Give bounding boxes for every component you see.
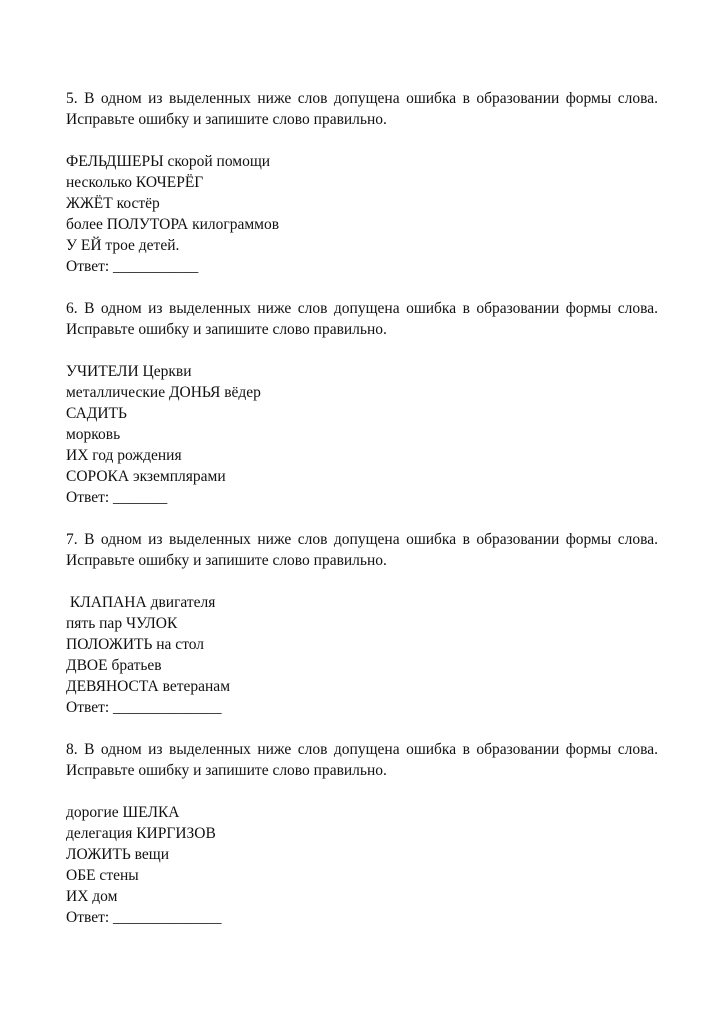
word-item: ДЕВЯНОСТА ветеранам (66, 678, 230, 695)
task-question: 5. В одном из выделенных ниже слов допущена ошибка в образовании формы слова. Исправьте ошибку и запишите слово правильно. (66, 90, 658, 128)
word-item: дорогие ШЕЛКА (66, 804, 180, 821)
answer-line: Ответ: _______ (66, 489, 168, 506)
word-item: ДВОЕ братьев (66, 657, 162, 674)
word-item: ИХ год рождения (66, 447, 182, 464)
word-item: делегация КИРГИЗОВ (66, 825, 216, 842)
word-item: пять пар ЧУЛОК (66, 615, 178, 632)
word-item: морковь (66, 426, 121, 443)
word-item: ПОЛОЖИТЬ на стол (66, 636, 205, 653)
word-item: ФЕЛЬДШЕРЫ скорой помощи (66, 153, 271, 170)
word-item: УЧИТЕЛИ Церкви (66, 363, 192, 380)
word-item: ИХ дом (66, 888, 118, 905)
answer-line: Ответ: ___________ (66, 258, 199, 275)
task-7 (66, 529, 658, 718)
word-item: ОБЕ стены (66, 867, 139, 884)
word-item: более ПОЛУТОРА килограммов (66, 216, 280, 233)
task-6 (66, 298, 658, 508)
word-item: КЛАПАНА двигателя (66, 594, 216, 611)
word-item: СОРОКА экземплярами (66, 468, 226, 485)
word-item: несколько КОЧЕРЁГ (66, 174, 204, 191)
word-item: металлические ДОНЬЯ вёдер (66, 384, 261, 401)
task-question: 7. В одном из выделенных ниже слов допущена ошибка в образовании формы слова. Исправьте ошибку и запишите слово правильно. (66, 531, 658, 569)
word-item: У ЕЙ трое детей. (66, 237, 180, 254)
word-item: САДИТЬ (66, 405, 127, 422)
word-item: ЛОЖИТЬ вещи (66, 846, 169, 863)
word-item: ЖЖЁТ костёр (66, 195, 160, 212)
task-8 (66, 739, 658, 928)
answer-line: Ответ: ______________ (66, 699, 222, 716)
task-5 (66, 88, 658, 277)
task-question: 8. В одном из выделенных ниже слов допущена ошибка в образовании формы слова. Исправьте ошибку и запишите слово правильно. (66, 741, 658, 779)
task-question: 6. В одном из выделенных ниже слов допущена ошибка в образовании формы слова. Исправьте ошибку и запишите слово правильно. (66, 300, 658, 338)
answer-line: Ответ: ______________ (66, 909, 222, 926)
